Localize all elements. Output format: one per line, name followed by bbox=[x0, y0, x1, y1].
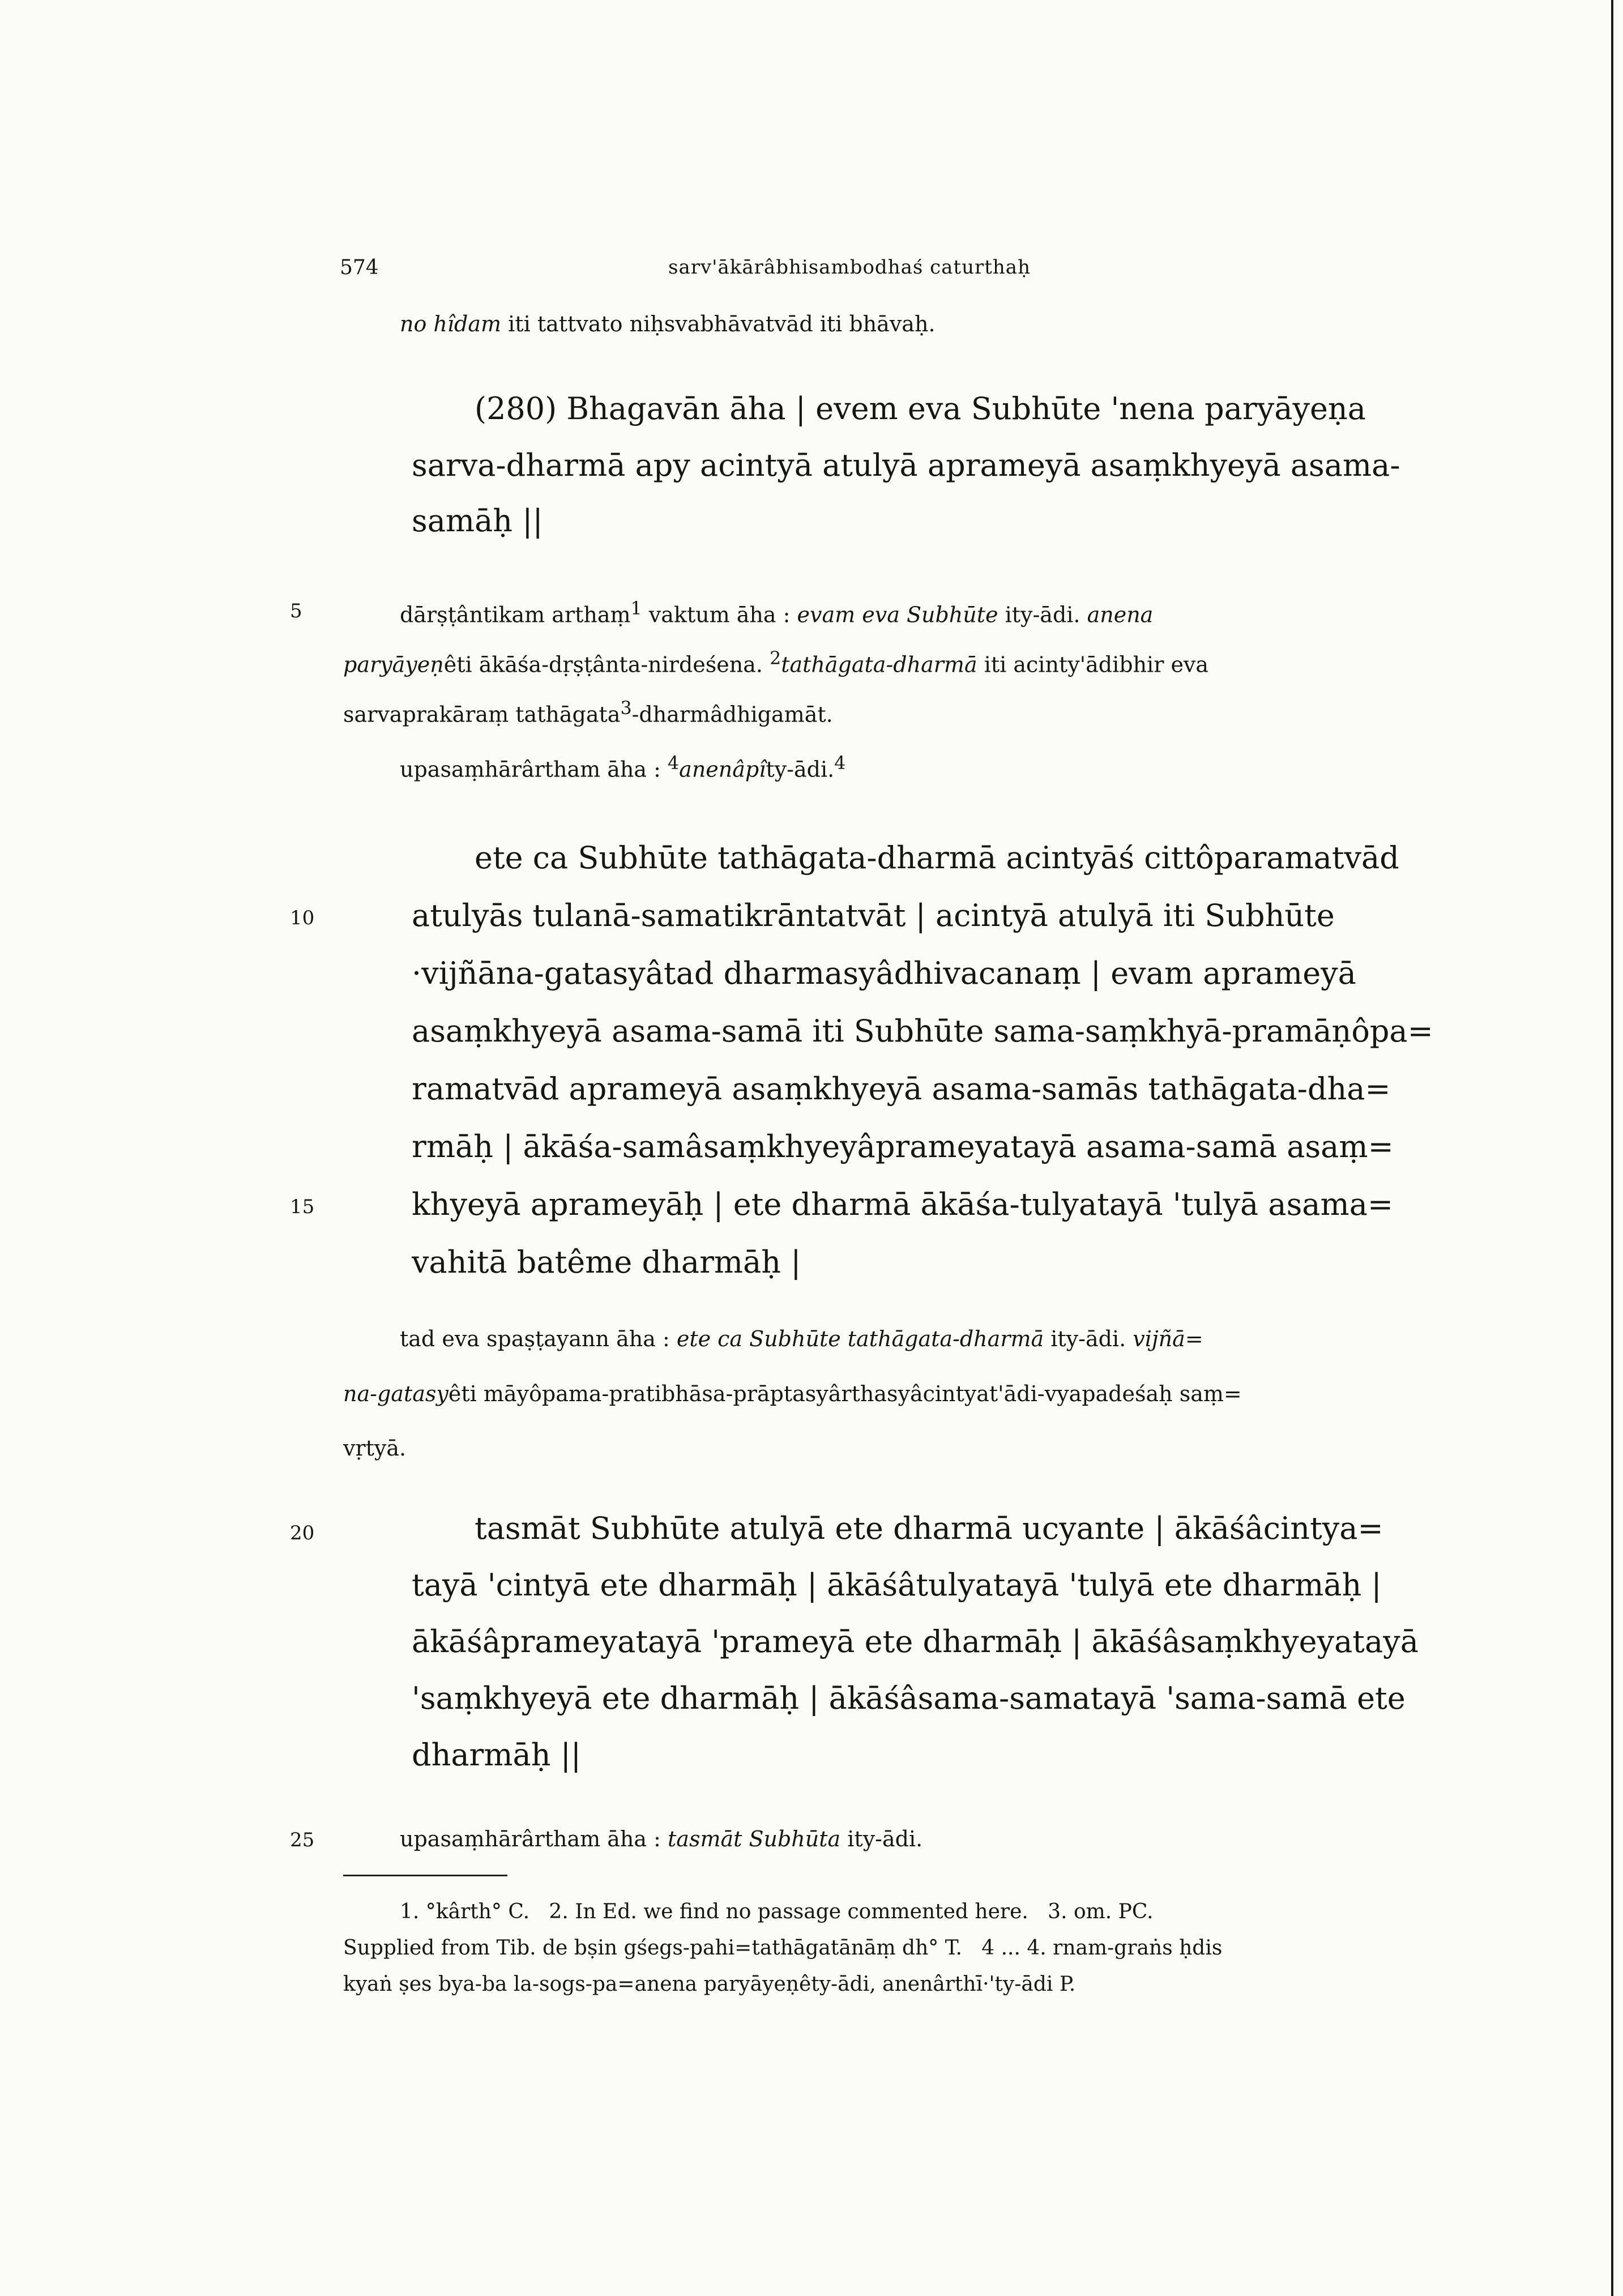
line-number-10: 10 bbox=[290, 907, 315, 929]
text-line-ete-4: asaṃkhyeyā asama-samā iti Subhūte sama-saṃkhyā-pramāṇôpa= bbox=[412, 1013, 1433, 1049]
page-number: 574 bbox=[340, 256, 379, 279]
commentary-line: na-gatasyêti māyôpama-pratibhāsa-prāptasyârthasyâcintyat'ādi-vyapadeśaḥ saṃ= bbox=[343, 1381, 1242, 1406]
commentary-line: upasaṃhārârtham āha : $^4$anenâpîty-ādi.$^4$ bbox=[400, 753, 846, 782]
text-line-280-2: sarva-dharmā apy acintyā atulyā aprameyā asaṃkhyeyā asama- bbox=[412, 447, 1400, 483]
text-line-tasmat-4: 'saṃkhyeyā ete dharmāḥ | ākāśâsama-samatayā 'sama-samā ete bbox=[412, 1680, 1406, 1716]
commentary-line-continuation: no hîdam iti tattvato niḥsvabhāvatvād iti bhāvaḥ. bbox=[400, 311, 936, 336]
line-number-25: 25 bbox=[290, 1829, 315, 1851]
footnote-rule bbox=[343, 1875, 507, 1876]
text-line-tasmat-3: ākāśâprameyatayā 'prameyā ete dharmāḥ | ākāśâsaṃkhyeyatayā bbox=[412, 1624, 1419, 1659]
text-line-ete-6: rmāḥ | ākāśa-samâsaṃkhyeyâprameyatayā asama-samā asaṃ= bbox=[412, 1129, 1394, 1164]
commentary-line: upasaṃhārârtham āha : tasmāt Subhūta ity-ādi. bbox=[400, 1826, 923, 1851]
text-line-tasmat-5: dharmāḥ || bbox=[412, 1737, 582, 1773]
commentary-line: vṛtyā. bbox=[343, 1436, 407, 1461]
line-number-15: 15 bbox=[290, 1196, 315, 1218]
page-edge-shadow bbox=[1611, 0, 1613, 2296]
text-line-ete-1: ete ca Subhūte tathāgata-dharmā acintyāś cittôparamatvād bbox=[475, 840, 1399, 876]
text-line-ete-8: vahitā batême dharmāḥ | bbox=[412, 1244, 801, 1280]
text-line-ete-5: ramatvād aprameyā asaṃkhyeyā asama-samās tathāgata-dha= bbox=[412, 1071, 1391, 1107]
footnote-line: 1. °kârth° C. 2. In Ed. we find no passage commented here. 3. om. PC. bbox=[400, 1900, 1154, 1923]
commentary-line: sarvaprakāraṃ tathāgata$^3$-dharmâdhigamāt. bbox=[343, 698, 833, 727]
page-header bbox=[340, 256, 1161, 290]
running-title: sarv'ākārâbhisambodhaś caturthaḥ bbox=[668, 256, 1031, 279]
commentary-line: dārṣṭântikam arthaṃ$^1$ vaktum āha : evam eva Subhūte ity-ādi. anena bbox=[400, 599, 1154, 628]
text-line-tasmat-1: tasmāt Subhūte atulyā ete dharmā ucyante | ākāśâcintya= bbox=[475, 1510, 1383, 1546]
line-number-20: 20 bbox=[290, 1522, 315, 1544]
text-line-tasmat-2: tayā 'cintyā ete dharmāḥ | ākāśâtulyatayā 'tulyā ete dharmāḥ | bbox=[412, 1567, 1382, 1603]
text-line-ete-2: atulyās tulanā-samatikrāntatvāt | acintyā atulyā iti Subhūte bbox=[412, 898, 1335, 933]
text-line-ete-7: khyeyā aprameyāḥ | ete dharmā ākāśa-tulyatayā 'tulyā asama= bbox=[412, 1187, 1394, 1222]
commentary-line: tad eva spaṣṭayann āha : ete ca Subhūte tathāgata-dharmā ity-ādi. vijñā= bbox=[400, 1326, 1203, 1351]
text-line-ete-3: ·vijñāna-gatasyâtad dharmasyâdhivacanaṃ | evam aprameyā bbox=[412, 955, 1356, 991]
footnote-line: Supplied from Tib. de bṣin gśegs-pahi=tathāgatānāṃ dh° T. 4 ... 4. rnam-graṅs ḥdis bbox=[343, 1936, 1223, 1960]
commentary-line: paryāyeṇêti ākāśa-dṛṣṭânta-nirdeśena. $^2$tathāgata-dharmā iti acinty'ādibhir eva bbox=[343, 648, 1209, 677]
line-number-5: 5 bbox=[290, 600, 302, 622]
text-line-280-3: samāḥ || bbox=[412, 503, 543, 539]
text-line-280-1: (280) Bhagavān āha | evem eva Subhūte 'nena paryāyeṇa bbox=[475, 391, 1366, 426]
footnote-line: kyaṅ ṣes bya-ba la-sogs-pa=anena paryāyeṇêty-ādi, anenârthī·'ty-ādi P. bbox=[343, 1973, 1076, 1996]
